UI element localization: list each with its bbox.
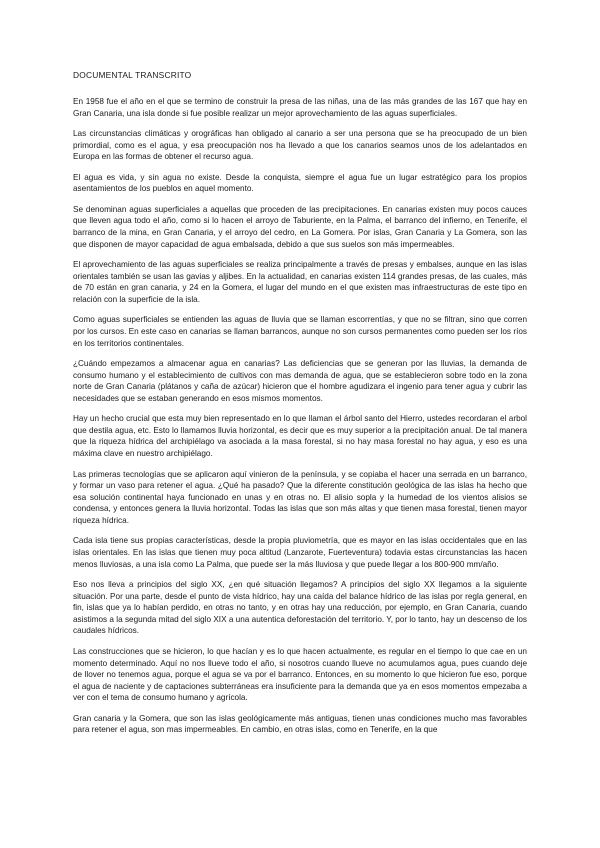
paragraph: En 1958 fue el año en el que se termino de construir la presa de las niñas, una de las más grandes de las 167 que hay en Gran Canaria, una isla donde si fue posible realizar un mejor aprovechamiento de las aguas superficiales. [73, 97, 527, 118]
paragraph: Las primeras tecnologías que se aplicaron aquí vinieron de la península, y se copiaba el hacer una serrada en un barranco, y formar un vaso para retener el agua. ¿Qué ha pasado? Que la diferente constitución geológica de las islas ha hecho que esa solución continental haya funcionado en unas y en otras no. El alisio sopla y la humedad de los vientos alisios se condensa, y entonces genera la lluvia horizontal. Todas las islas que son más altas y que tienen masa forestal, tienen mayor riqueza hídrica. [73, 469, 527, 525]
paragraph: Cada isla tiene sus propias características, desde la propia pluviometría, que es mayor en las islas occidentales que en las islas orientales. En las islas que tienen muy poca altitud (Lanzarote, Fuerteventura) todavia estas circunstancias las hacen menos lluviosas, a una isla como La Palma, que puede ser la más lluviosa y que puede llegar a los 800-900 mm/año. [73, 536, 527, 569]
paragraph: Gran canaria y la Gomera, que son las islas geológicamente más antiguas, tienen unas condiciones mucho mas favorables para retener el agua, son mas impermeables. En cambio, en otras islas, como en Tenerife, en la que [73, 713, 527, 735]
paragraph: Se denominan aguas superficiales a aquellas que proceden de las precipitaciones. En canarias existen muy pocos cauces que lleven agua todo el año, como si lo hacen el arroyo de Taburiente, en la Palma, el barranco del infierno, en Tenerife, el barranco de la mina, en Gran Canaria, y el arroyo del cedro, en La Gomera. Por islas, Gran Canaria y La Gomera, son las que disponen de mayor capacidad de agua embalsada, debido a que sus suelos son más impermeables. [73, 204, 527, 249]
document-page [73, 70, 527, 745]
paragraph: El aprovechamiento de las aguas superficiales se realiza principalmente a través de presas y embalses, aunque en las islas orientales también se usan las gavias y aljibes. En la actualidad, en canarias existen 114 grandes presas, de las cuales, más de 70 están en gran canaria, y 24 en la Gomera, el lugar del mundo en el que existen mas infraestructuras de este tipo en relación con la superficie de la isla. [73, 260, 527, 304]
paragraph: Como aguas superficiales se entienden las aguas de lluvia que se llaman escorrentías, y que no se filtran, sino que corren por los cursos. En este caso en canarias se llaman barrancos, aunque no son cursos permanentes como pueden ser los ríos en los territorios continentales. [73, 315, 527, 348]
paragraph: Eso nos lleva a principios del siglo XX, ¿en qué situación llegamos? A principios del siglo XX llegamos a la siguiente situación. Por una parte, desde el punto de vista hídrico, hay una caída del balance hídrico de las islas por regla general, en fin, islas que ya lo habían perdido, en otras no tanto, y en otras hay una reducción, por ejemplo, en Gran Canaria, cuando asistimos a la segunda mitad del siglo XIX a una autentica deforestación del territorio. Y, por lo tanto, hay un descenso de los caudales hídricos. [73, 580, 527, 636]
paragraph: Las construcciones que se hicieron, lo que hacían y es lo que hacen actualmente, es regular en el tiempo lo que cae en un momento determinado. Aquí no nos llueve todo el año, si nosotros cuando llueve no acumulamos agua, pues cuando deje de llover no tenemos agua, porque el agua se va por el barranco. Entonces, en su momento lo que hicieron fue eso, porque el agua de naciente y de captaciones subterráneas era insuficiente para la demanda que ya en esos momentos empezaba a ver con el tema de consumo humano y agrícola. [73, 646, 527, 703]
paragraph: El agua es vida, y sin agua no existe. Desde la conquista, siempre el agua fue un lugar estratégico para los propios asentamientos de los pueblos en aquel momento. [73, 172, 527, 194]
paragraph: ¿Cuándo empezamos a almacenar agua en canarias? Las deficiencias que se generan por las lluvias, la demanda de consumo humano y el establecimiento de cultivos con mas demanda de agua, que se establecieron sobre todo en la zona norte de Gran Canaria (plátanos y caña de azúcar) hicieron que el hombre agudizara el ingenio para tener agua y cubrir las necesidades que se estaban generando en esos mismos momentos. [73, 359, 527, 403]
document-title: DOCUMENTAL TRANSCRITO [73, 70, 192, 80]
paragraph: Hay un hecho crucial que esta muy bien representado en lo que llaman el árbol santo del Hierro, ustedes recordaran el arbol que destila agua, etc. Esto lo llamamos lluvia horizontal, es decir que es muy superior a la precipitación anual. De tal manera que la riqueza hídrica del archipiélago va asociada a la masa forestal, si no hay masa forestal no hay agua, y eso es una máxima clave en nuestro archipiélago. [73, 414, 527, 459]
paragraph: Las circunstancias climáticas y orográficas han obligado al canario a ser una persona que se ha preocupado de un bien primordial, como es el agua, y esa preocupación nos ha llevado a que los canarios seamos unos de los adelantados en Europa en las formas de obtener el recurso agua. [73, 129, 527, 162]
